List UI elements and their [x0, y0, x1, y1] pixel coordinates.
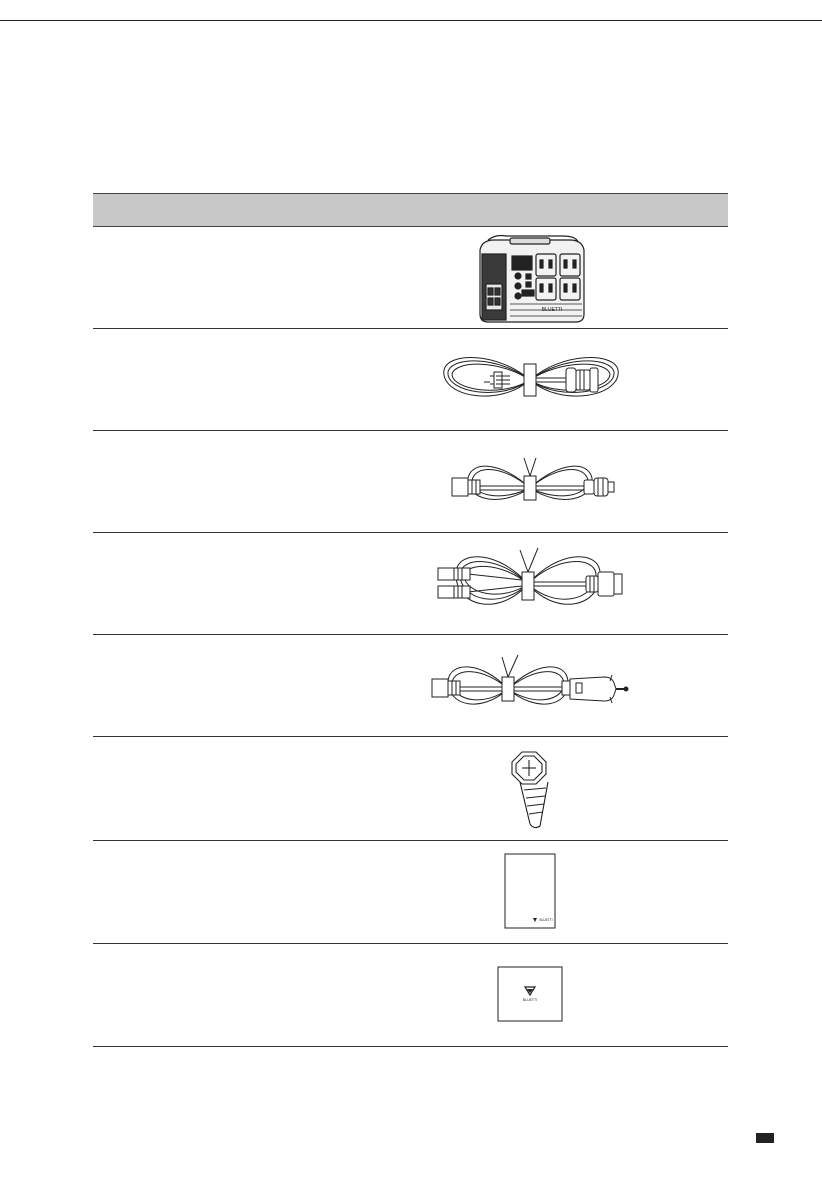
top-rule [0, 20, 822, 21]
item-image-cell [333, 431, 728, 532]
ac-charging-cable-icon [438, 348, 624, 412]
table-row [93, 841, 728, 944]
table-row [93, 227, 728, 329]
table-row [93, 635, 728, 737]
table-row [93, 944, 728, 1047]
solar-charging-cable-icon [428, 544, 634, 624]
table-row [93, 329, 728, 431]
item-name-cell [93, 841, 333, 943]
brand-logo-text: BLUETTI [541, 306, 562, 313]
user-manual-icon [503, 852, 559, 932]
car-charging-cable-icon [426, 651, 636, 721]
item-name-cell [93, 227, 333, 328]
card-brand-text: BLUETTI [522, 998, 537, 1002]
page-marker [756, 1133, 774, 1143]
dc-cable-icon [438, 450, 624, 514]
table-row [93, 431, 728, 533]
item-name-cell [93, 635, 333, 736]
item-image-cell [333, 737, 728, 840]
table-row [93, 737, 728, 841]
item-image-cell [333, 329, 728, 430]
item-image-cell [333, 841, 728, 943]
warranty-card-icon [496, 965, 566, 1025]
package-contents-table [93, 193, 728, 1047]
item-name-cell [93, 329, 333, 430]
item-image-cell [333, 533, 728, 634]
item-name-cell [93, 431, 333, 532]
item-name-cell [93, 533, 333, 634]
table-header [93, 194, 728, 227]
item-image-cell [333, 635, 728, 736]
power-station-icon [466, 232, 596, 324]
ground-screw-icon [496, 744, 566, 834]
manual-brand-text: BLUETTI [538, 918, 553, 922]
item-image-cell [333, 227, 728, 328]
item-name-cell [93, 737, 333, 840]
item-image-cell [333, 944, 728, 1046]
item-name-cell [93, 944, 333, 1046]
table-row [93, 533, 728, 635]
